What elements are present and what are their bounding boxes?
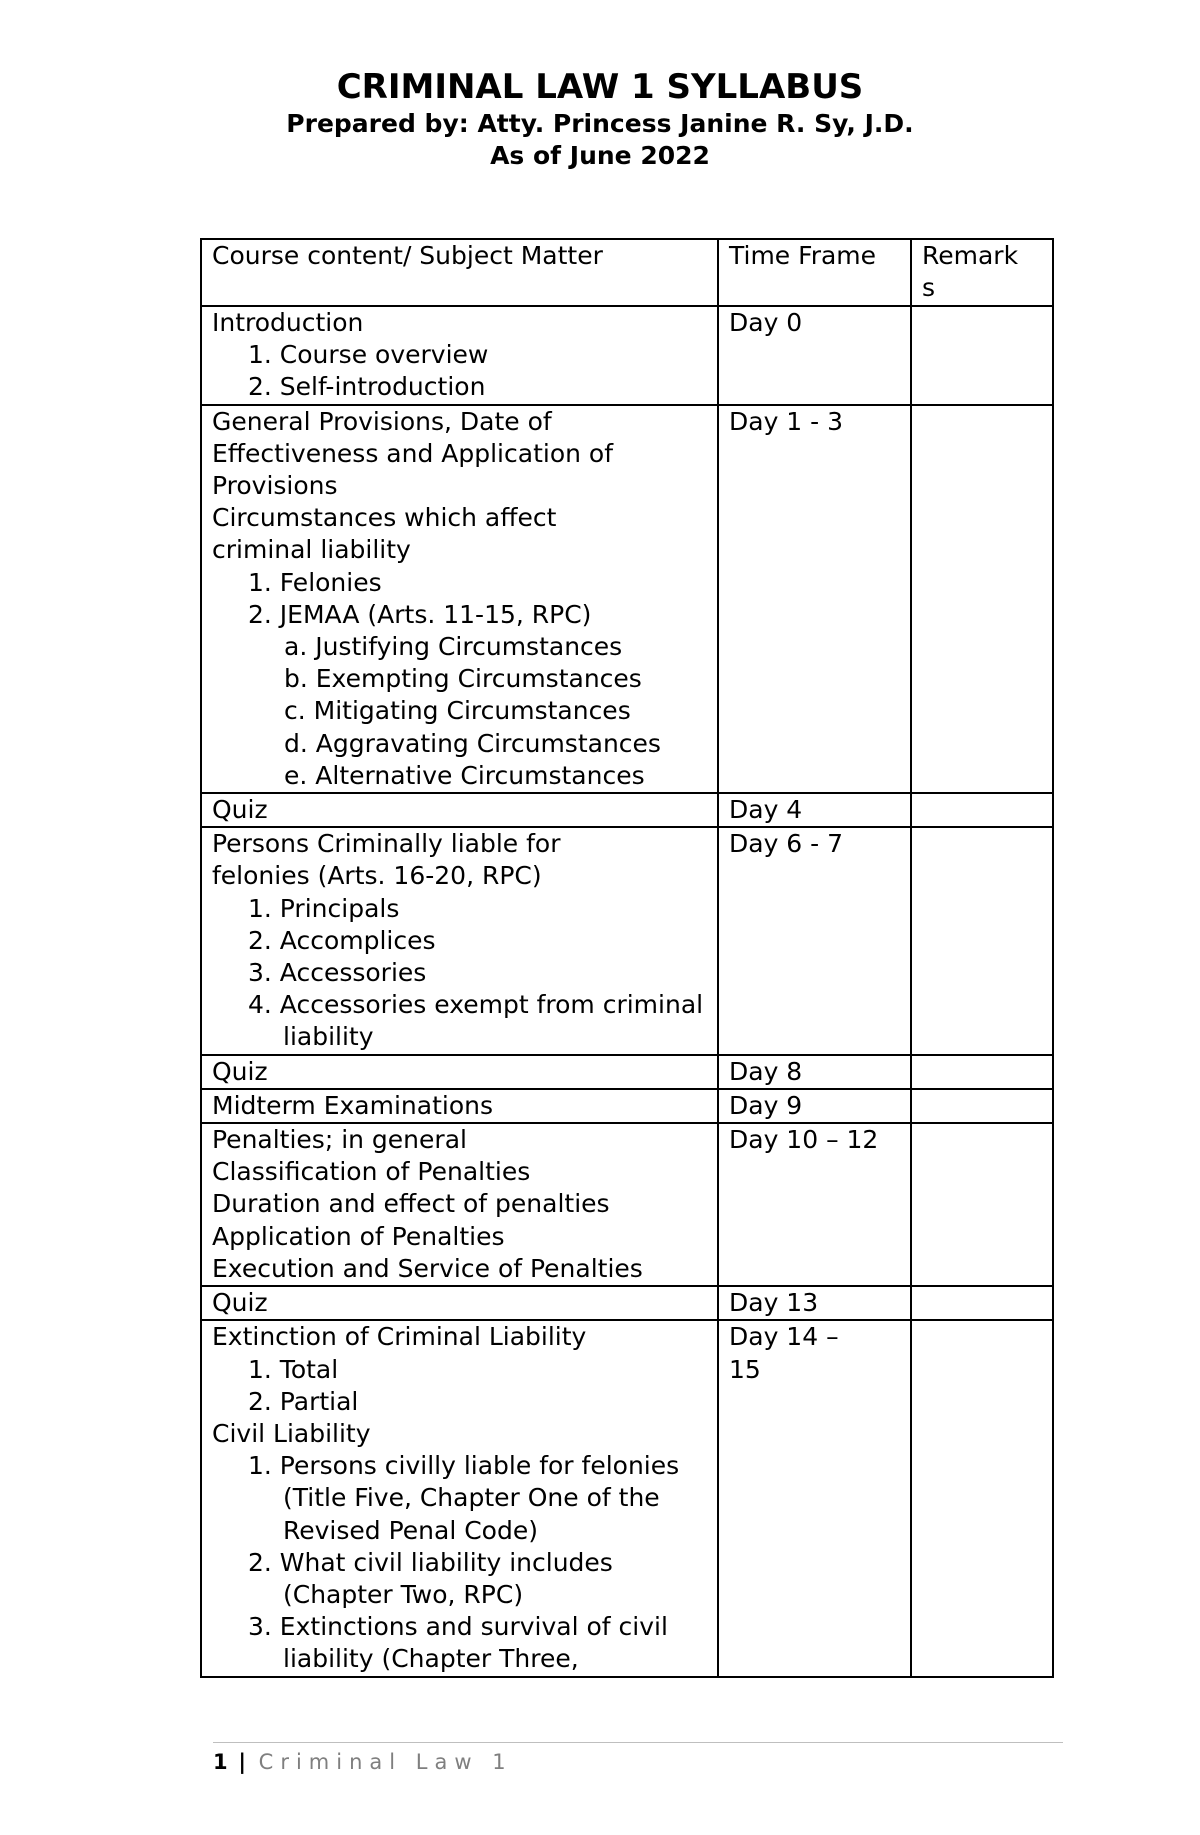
document-title: CRIMINAL LAW 1 SYLLABUS bbox=[336, 67, 864, 107]
list-item: 2. Partial bbox=[248, 1386, 359, 1416]
remarks-cell bbox=[911, 1320, 1053, 1676]
table-row bbox=[201, 1123, 1053, 1286]
table-row bbox=[201, 405, 1053, 793]
content-cell: Quiz bbox=[201, 1286, 718, 1320]
content-cell bbox=[201, 306, 718, 405]
list-item: 3. Extinctions and survival of civil liability (Chapter Three, bbox=[248, 1612, 668, 1674]
topic-heading: Classification of Penalties bbox=[212, 1157, 531, 1187]
list-item: 2. JEMAA (Arts. 11-15, RPC) bbox=[248, 599, 592, 629]
remarks-cell bbox=[911, 405, 1053, 793]
header-time-frame-label: Time Frame bbox=[729, 241, 877, 270]
page-footer bbox=[213, 1749, 513, 1775]
prepared-by: Prepared by: Atty. Princess Janine R. Sy, J.D. bbox=[286, 109, 914, 138]
list-item: 2. What civil liability includes (Chapter Two, RPC) bbox=[248, 1547, 613, 1609]
table-row bbox=[201, 1320, 1053, 1676]
content-cell bbox=[201, 1123, 718, 1286]
list-item: 1. Principals bbox=[248, 893, 400, 923]
topic-heading: Duration and effect of penalties bbox=[212, 1189, 610, 1219]
content-cell: Quiz bbox=[201, 1055, 718, 1089]
remarks-cell bbox=[911, 1089, 1053, 1123]
syllabus-table bbox=[200, 238, 1054, 1678]
table-row bbox=[201, 1055, 1053, 1089]
remarks-cell bbox=[911, 793, 1053, 827]
list-item: 4. Accessories exempt from criminal liability bbox=[248, 990, 704, 1052]
list-item: 1. Course overview bbox=[248, 340, 489, 370]
topic-heading: Circumstances which affect bbox=[212, 503, 557, 533]
sub-list-item: a. Justifying Circumstances bbox=[284, 632, 623, 662]
footer-separator: | bbox=[238, 1750, 246, 1774]
table-row bbox=[201, 1089, 1053, 1123]
time-frame-cell: Day 8 bbox=[718, 1055, 911, 1089]
sub-list-item: b. Exempting Circumstances bbox=[284, 664, 642, 694]
topic-heading: General Provisions, Date of bbox=[212, 406, 552, 436]
header-remarks-label: Remark bbox=[922, 241, 1019, 270]
list-item: 1. Felonies bbox=[248, 567, 382, 597]
header-course-content bbox=[201, 239, 718, 306]
remarks-cell bbox=[911, 1055, 1053, 1089]
content-cell bbox=[201, 1320, 718, 1676]
time-frame-text: Day 14 – bbox=[729, 1322, 839, 1352]
time-frame-text-wrap: 15 bbox=[729, 1354, 761, 1384]
footer-doc-name: Criminal Law 1 bbox=[258, 1750, 513, 1774]
remarks-cell bbox=[911, 827, 1053, 1054]
topic-heading: felonies (Arts. 16-20, RPC) bbox=[212, 861, 542, 891]
header-time-frame bbox=[718, 239, 911, 306]
topic-heading: Civil Liability bbox=[212, 1418, 371, 1448]
page-number: 1 bbox=[213, 1750, 228, 1774]
content-cell bbox=[201, 827, 718, 1054]
content-cell: Quiz bbox=[201, 793, 718, 827]
content-cell: Midterm Examinations bbox=[201, 1089, 718, 1123]
as-of-date: As of June 2022 bbox=[490, 141, 710, 170]
topic-heading: Penalties; in general bbox=[212, 1125, 467, 1155]
topic-heading: Introduction bbox=[212, 308, 364, 337]
time-frame-cell bbox=[718, 1320, 911, 1676]
topic-heading: Application of Penalties bbox=[212, 1221, 505, 1251]
content-cell bbox=[201, 405, 718, 793]
table-row bbox=[201, 1286, 1053, 1320]
sub-list-item: e. Alternative Circumstances bbox=[284, 760, 645, 790]
table-header-row bbox=[201, 239, 1053, 306]
topic-heading: Extinction of Criminal Liability bbox=[212, 1322, 587, 1352]
time-frame-cell: Day 9 bbox=[718, 1089, 911, 1123]
time-frame-cell: Day 4 bbox=[718, 793, 911, 827]
topic-heading: Provisions bbox=[212, 471, 338, 501]
topic-heading: Effectiveness and Application of bbox=[212, 438, 614, 468]
time-frame-cell: Day 6 - 7 bbox=[718, 827, 911, 1054]
table-row bbox=[201, 827, 1053, 1054]
sub-list-item: c. Mitigating Circumstances bbox=[284, 696, 631, 726]
list-item: 2. Accomplices bbox=[248, 925, 436, 955]
time-frame-cell: Day 1 - 3 bbox=[718, 405, 911, 793]
document-header bbox=[0, 66, 1200, 172]
topic-heading: criminal liability bbox=[212, 535, 411, 565]
sub-list-item: d. Aggravating Circumstances bbox=[284, 728, 661, 758]
remarks-cell bbox=[911, 1286, 1053, 1320]
footer-divider bbox=[213, 1742, 1063, 1743]
time-frame-cell: Day 0 bbox=[718, 306, 911, 405]
list-item: 3. Accessories bbox=[248, 958, 427, 988]
remarks-cell bbox=[911, 1123, 1053, 1286]
topic-heading: Execution and Service of Penalties bbox=[212, 1253, 643, 1283]
header-remarks bbox=[911, 239, 1053, 306]
remarks-cell bbox=[911, 306, 1053, 405]
table-row bbox=[201, 793, 1053, 827]
header-course-content-label: Course content/ Subject Matter bbox=[212, 241, 603, 270]
table-row bbox=[201, 306, 1053, 405]
time-frame-cell: Day 13 bbox=[718, 1286, 911, 1320]
list-item: 1. Total bbox=[248, 1354, 339, 1384]
header-remarks-label-wrap: s bbox=[922, 273, 936, 303]
time-frame-cell: Day 10 – 12 bbox=[718, 1123, 911, 1286]
topic-heading: Persons Criminally liable for bbox=[212, 829, 561, 859]
list-item: 1. Persons civilly liable for felonies (Title Five, Chapter One of the Revised Penal Code) bbox=[248, 1451, 680, 1545]
list-item: 2. Self-introduction bbox=[248, 372, 486, 402]
